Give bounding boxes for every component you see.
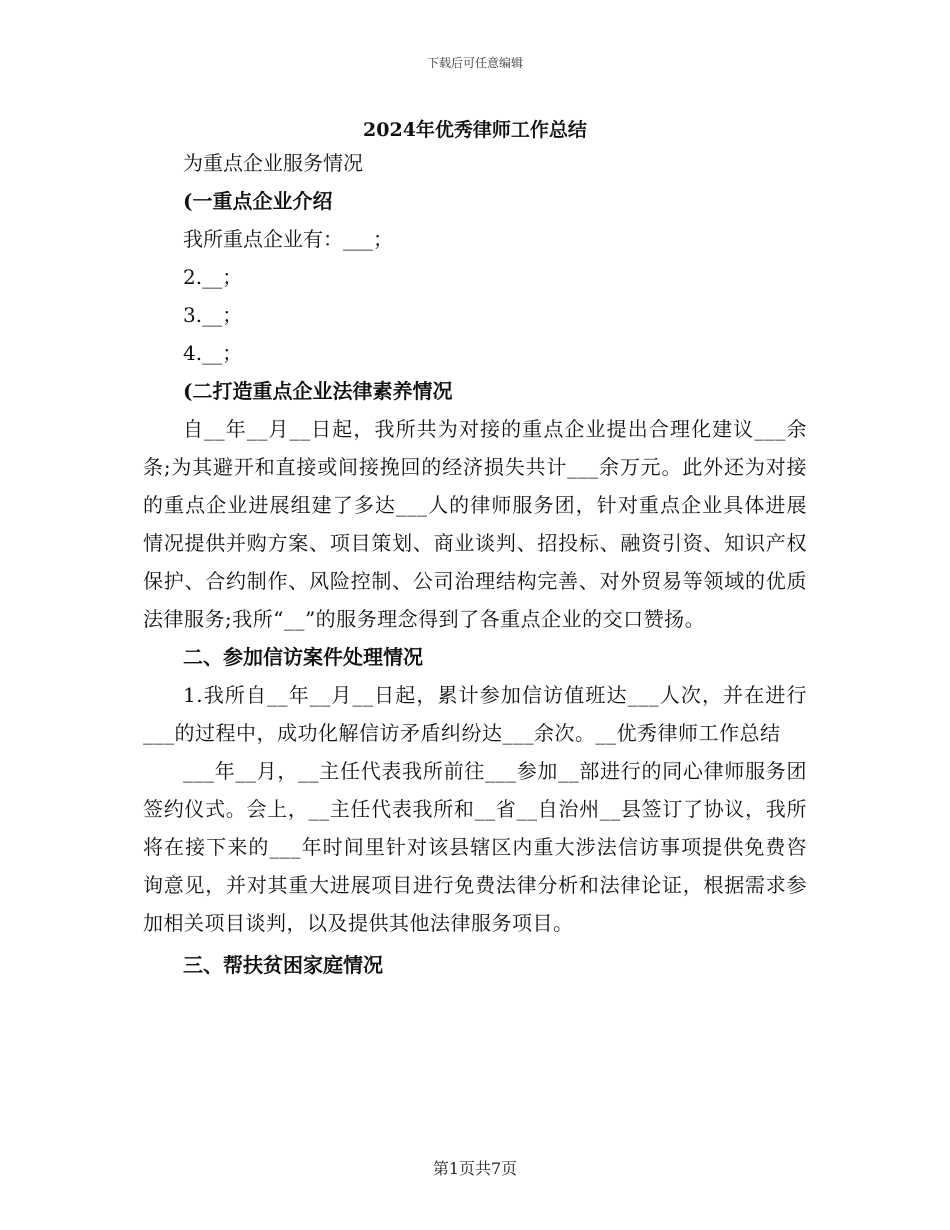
paragraph-enterprises: 我所重点企业有：___；	[183, 227, 393, 251]
section-heading: 二、参加信访案件处理情况	[183, 645, 423, 669]
list-item: 2.__；	[183, 265, 243, 289]
list-item: 3.__；	[183, 303, 243, 327]
document-title: 2024年优秀律师工作总结	[363, 119, 587, 141]
section-heading: (二打造重点企业法律素养情况	[183, 379, 453, 403]
page-footer-number: 第1页共7页	[432, 1159, 518, 1178]
paragraph-service-group: ___年__月，__主任代表我所前往___参加__部进行的同心律师服务团签约仪式。会上，__主任代表我所和__省__自治州__县签订了协议，我所将在接下来的___年时间里针对该县辖区内重大涉法信访事项提供免费咨询意见，并对其重大进展项目进行免费法律分析和法律论证，根据需求参加相关项目谈判，以及提供其他法律服务项目。	[143, 759, 807, 935]
paragraph-intro: 为重点企业服务情况	[183, 151, 363, 175]
section-heading: (一重点企业介绍	[183, 189, 333, 213]
paragraph-petition: 1.我所自__年__月__日起，累计参加信访值班达___人次，并在进行___的过程中，成功化解信访矛盾纠纷达___余次。__优秀律师工作总结	[143, 683, 807, 745]
list-item: 4.__；	[183, 341, 243, 365]
paragraph-legal-literacy: 自__年__月__日起，我所共为对接的重点企业提出合理化建议___余条;为其避开和直接或间接挽回的经济损失共计___余万元。此外还为对接的重点企业进展组建了多达___人的律师服务团，针对重点企业具体进展情况提供并购方案、项目策划、商业谈判、招投标、融资引资、知识产权保护、合约制作、风险控制、公司治理结构完善、对外贸易等领域的优质法律服务;我所“__”的服务理念得到了各重点企业的交口赞扬。	[143, 417, 807, 631]
section-heading: 三、帮扶贫困家庭情况	[183, 953, 383, 977]
document-body	[143, 144, 807, 984]
page-header-note: 下载后可任意编辑	[426, 56, 523, 70]
